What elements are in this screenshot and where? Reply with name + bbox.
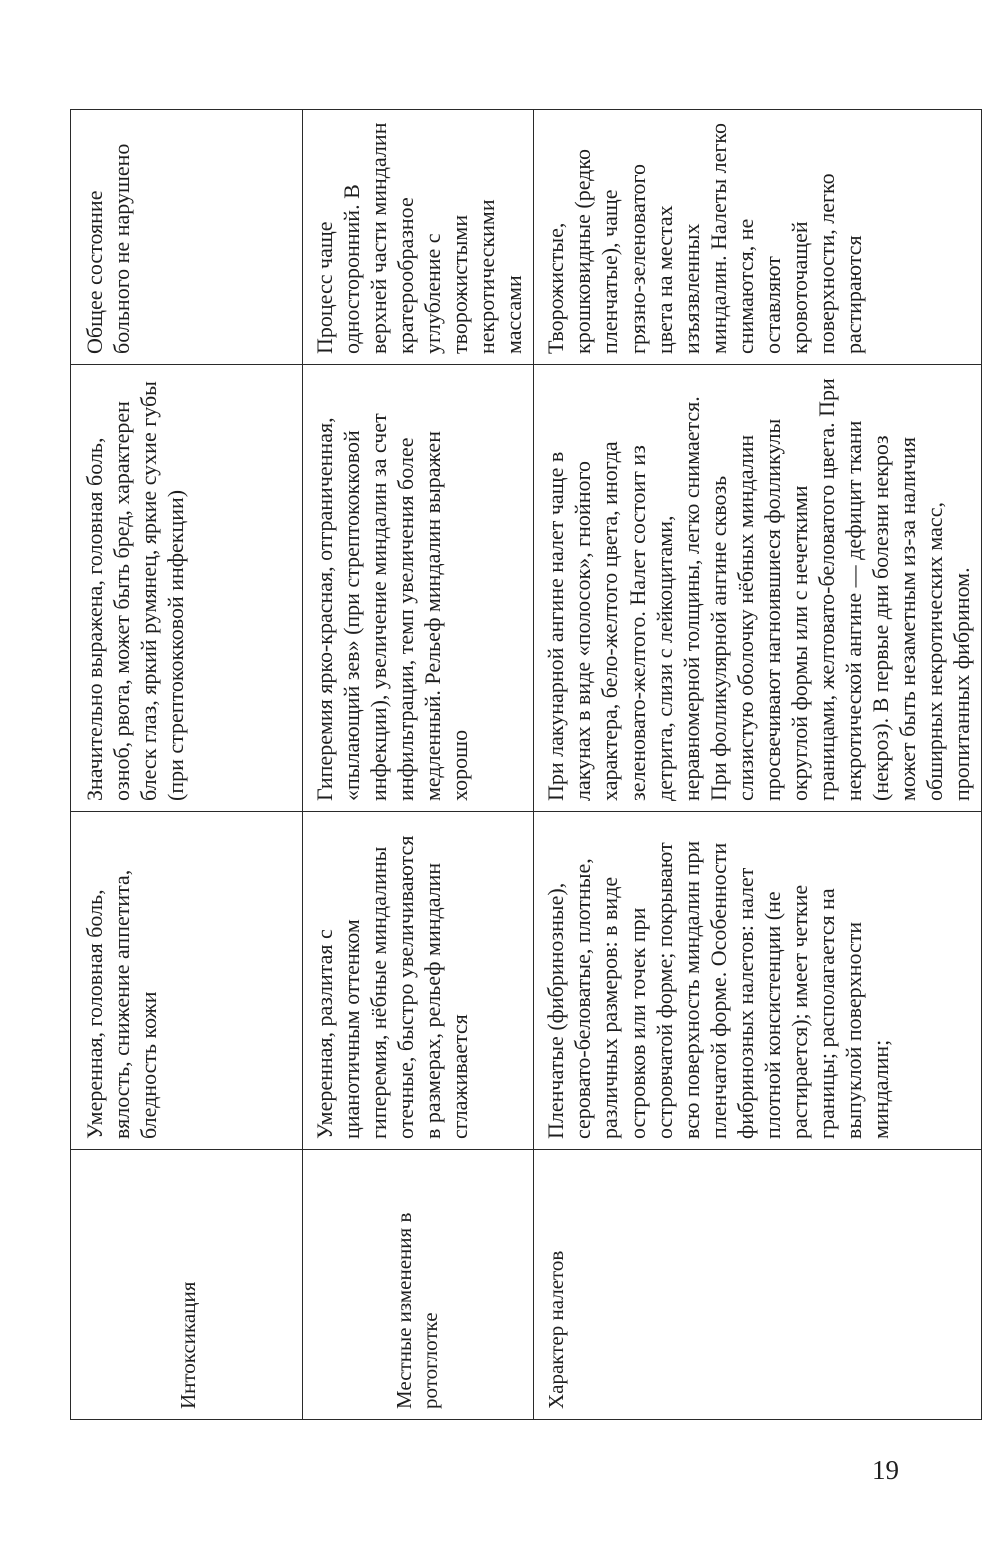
table-cell: При лакунарной ангине налет чаще в лакунах в виде «полосок», гнойного характера, бело-желтого цвета, иногда зеленовато-желтого. Налет состоит из детрита, слизи с лейкоцитами, неравномерной толщины, легко снимается. При фолликулярной ангине сквозь слизистую оболочку нёбных миндалин просвечивают нагноившиеся фолликулы округлой формы или с нечеткими границами, желтовато-беловатого цвета. При некротической ангине — дефицит ткани (некроз). В первые дни болезни некроз может быть незаметным из-за наличия обширных некротических масс, пропитанных фибрином. bbox=[534, 365, 982, 812]
table-row bbox=[534, 110, 982, 1420]
row-label-plaque-character: Характер налетов bbox=[534, 1150, 982, 1420]
rotated-table-wrapper bbox=[70, 110, 975, 1420]
table-cell: Гиперемия ярко-красная, отграниченная, «пылающий зев» (при стрептококковой инфекции), увеличение миндалин за счет инфильтрации, темп увеличения более медленный. Рельеф миндалин выражен хорошо bbox=[303, 365, 534, 812]
table-row bbox=[71, 110, 303, 1420]
table-cell: Значительно выражена, головная боль, озноб, рвота, может быть бред, характерен блеск глаз, яркий румянец, яркие сухие губы (при стрептококковой инфекции) bbox=[71, 365, 303, 812]
row-label-local-changes: Местные изменения в ротоглотке bbox=[303, 1150, 534, 1420]
page-number: 19 bbox=[872, 1455, 899, 1485]
table-cell: Процесс чаще односторонний. В верхней части миндалин кратерообразное углубление с творожистыми некротическими массами bbox=[303, 110, 534, 365]
row-label-intoxication: Интоксикация bbox=[71, 1150, 303, 1420]
table-cell: Общее состояние больного не нарушено bbox=[71, 110, 303, 365]
table-row bbox=[303, 110, 534, 1420]
table-cell: Пленчатые (фибринозные), серовато-беловатые, плотные, различных размеров: в виде островков или точек при островчатой форме; покрывают всю поверхность миндалин при пленчатой форме. Особенности фибринозных налетов: налет плотной консистенции (не растирается); имеет четкие границы; располагается на выпуклой поверхности миндалин; bbox=[534, 812, 982, 1150]
table-cell: Творожистые, крошковидные (редко пленчатые), чаще грязно-зеленоватого цвета на местах изъязвленных миндалин. Налеты легко снимаются, не оставляют кровоточащей поверхности, легко растираются bbox=[534, 110, 982, 365]
table-cell: Умеренная, головная боль, вялость, снижение аппетита, бледность кожи bbox=[71, 812, 303, 1150]
comparison-table bbox=[70, 109, 982, 1420]
table-cell: Умеренная, разлитая с цианотичным оттенком гиперемия, нёбные миндалины отечные, быстро увеличиваются в размерах, рельеф миндалин сглаживается bbox=[303, 812, 534, 1150]
